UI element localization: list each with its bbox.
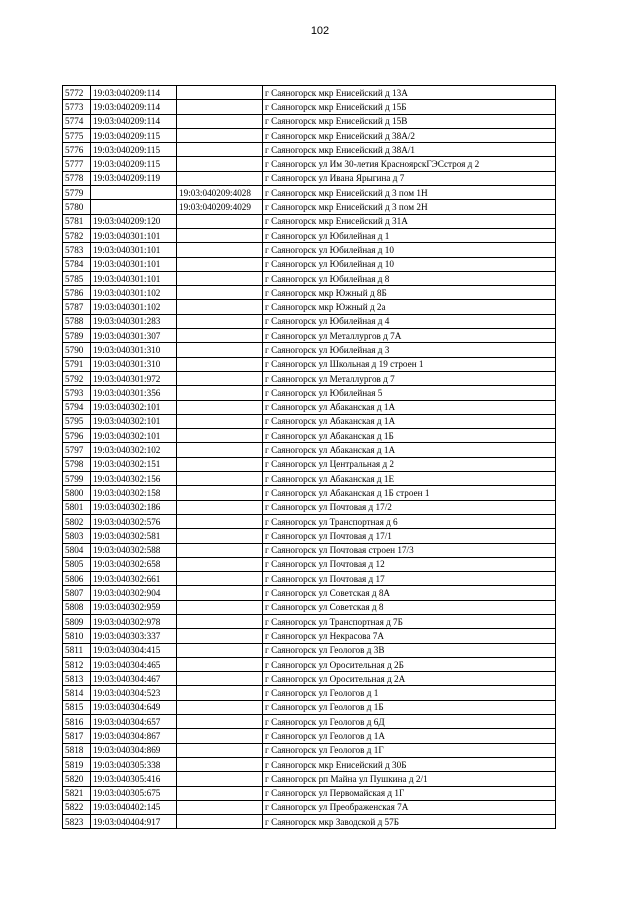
table-row — [63, 86, 556, 100]
building-cadastral-number-cell: 19:03:040209:4028 — [177, 186, 263, 200]
row-number-cell: 5810 — [63, 629, 91, 643]
table-row — [63, 729, 556, 743]
cadastral-number-cell: 19:03:040209:114 — [91, 100, 177, 114]
row-number-cell: 5799 — [63, 472, 91, 486]
row-number-cell: 5797 — [63, 443, 91, 457]
cadastral-number-cell: 19:03:040301:101 — [91, 257, 177, 271]
address-cell: г Саяногорск ул Юбилейная д 10 — [263, 243, 556, 257]
table-row — [63, 143, 556, 157]
table-row — [63, 243, 556, 257]
address-cell: г Саяногорск ул Первомайская д 1Г — [263, 786, 556, 800]
cadastral-number-cell: 19:03:040302:658 — [91, 557, 177, 571]
address-cell: г Саяногорск ул Почтовая строен 17/3 — [263, 543, 556, 557]
building-cadastral-number-cell — [177, 386, 263, 400]
table-row — [63, 614, 556, 628]
building-cadastral-number-cell — [177, 557, 263, 571]
table-row — [63, 800, 556, 814]
cadastral-number-cell: 19:03:040301:356 — [91, 386, 177, 400]
row-number-cell: 5781 — [63, 214, 91, 228]
building-cadastral-number-cell — [177, 286, 263, 300]
building-cadastral-number-cell — [177, 357, 263, 371]
row-number-cell: 5782 — [63, 228, 91, 242]
address-cell: г Саяногорск мкр Енисейский д 38А/1 — [263, 143, 556, 157]
cadastral-number-cell: 19:03:040304:467 — [91, 672, 177, 686]
address-cell: г Саяногорск ул Юбилейная д 8 — [263, 271, 556, 285]
row-number-cell: 5776 — [63, 143, 91, 157]
address-cell: г Саяногорск мкр Енисейский д 30Б — [263, 757, 556, 771]
address-cell: г Саяногорск ул Металлургов д 7 — [263, 371, 556, 385]
cadastral-number-cell: 19:03:040209:115 — [91, 128, 177, 142]
table-row — [63, 772, 556, 786]
building-cadastral-number-cell: 19:03:040209:4029 — [177, 200, 263, 214]
address-cell: г Саяногорск ул Абаканская д 1А — [263, 414, 556, 428]
table-body — [63, 86, 556, 829]
row-number-cell: 5804 — [63, 543, 91, 557]
building-cadastral-number-cell — [177, 143, 263, 157]
row-number-cell: 5788 — [63, 314, 91, 328]
building-cadastral-number-cell — [177, 757, 263, 771]
table-row — [63, 257, 556, 271]
table-row — [63, 457, 556, 471]
cadastral-number-cell: 19:03:040302:101 — [91, 414, 177, 428]
address-cell: г Саяногорск ул Абаканская д 1Б — [263, 429, 556, 443]
table-row — [63, 271, 556, 285]
cadastral-number-cell: 19:03:040301:972 — [91, 371, 177, 385]
cadastral-number-cell: 19:03:040209:114 — [91, 114, 177, 128]
building-cadastral-number-cell — [177, 715, 263, 729]
address-cell: г Саяногорск ул Абаканская д 1А — [263, 400, 556, 414]
table-row — [63, 757, 556, 771]
building-cadastral-number-cell — [177, 443, 263, 457]
cadastral-number-cell: 19:03:040305:675 — [91, 786, 177, 800]
cadastral-number-cell: 19:03:040301:102 — [91, 300, 177, 314]
table-row — [63, 600, 556, 614]
table-row — [63, 543, 556, 557]
cadastral-number-cell: 19:03:040209:115 — [91, 143, 177, 157]
building-cadastral-number-cell — [177, 371, 263, 385]
table-row — [63, 586, 556, 600]
table-row — [63, 557, 556, 571]
cadastral-number-cell: 19:03:040304:415 — [91, 643, 177, 657]
building-cadastral-number-cell — [177, 457, 263, 471]
address-cell: г Саяногорск ул Юбилейная д 4 — [263, 314, 556, 328]
building-cadastral-number-cell — [177, 314, 263, 328]
cadastral-number-cell: 19:03:040301:102 — [91, 286, 177, 300]
address-cell: г Саяногорск ул Оросительная д 2Б — [263, 657, 556, 671]
table-row — [63, 629, 556, 643]
table-row — [63, 186, 556, 200]
table-row — [63, 743, 556, 757]
cadastral-number-cell — [91, 200, 177, 214]
row-number-cell: 5821 — [63, 786, 91, 800]
table-row — [63, 500, 556, 514]
table-row — [63, 386, 556, 400]
cadastral-number-cell: 19:03:040301:101 — [91, 243, 177, 257]
table-row — [63, 572, 556, 586]
building-cadastral-number-cell — [177, 772, 263, 786]
row-number-cell: 5808 — [63, 600, 91, 614]
table-row — [63, 486, 556, 500]
table-row — [63, 214, 556, 228]
address-cell: г Саяногорск ул Почтовая д 17 — [263, 572, 556, 586]
address-cell: г Саяногорск ул Абаканская д 1А — [263, 443, 556, 457]
address-cell: г Саяногорск ул Центральная д 2 — [263, 457, 556, 471]
cadastral-number-cell: 19:03:040301:101 — [91, 228, 177, 242]
building-cadastral-number-cell — [177, 343, 263, 357]
address-cell: г Саяногорск ул Транспортная д 7Б — [263, 614, 556, 628]
row-number-cell: 5780 — [63, 200, 91, 214]
building-cadastral-number-cell — [177, 472, 263, 486]
address-cell: г Саяногорск рп Майна ул Пушкина д 2/1 — [263, 772, 556, 786]
cadastral-number-cell: 19:03:040404:917 — [91, 815, 177, 829]
row-number-cell: 5815 — [63, 700, 91, 714]
row-number-cell: 5779 — [63, 186, 91, 200]
building-cadastral-number-cell — [177, 86, 263, 100]
row-number-cell: 5820 — [63, 772, 91, 786]
table-row — [63, 700, 556, 714]
building-cadastral-number-cell — [177, 743, 263, 757]
cadastral-number-cell: 19:03:040305:416 — [91, 772, 177, 786]
address-cell: г Саяногорск ул Школьная д 19 строен 1 — [263, 357, 556, 371]
table-row — [63, 529, 556, 543]
building-cadastral-number-cell — [177, 100, 263, 114]
address-cell: г Саяногорск ул Геологов д 1 — [263, 686, 556, 700]
row-number-cell: 5809 — [63, 614, 91, 628]
cadastral-number-cell: 19:03:040209:120 — [91, 214, 177, 228]
row-number-cell: 5777 — [63, 157, 91, 171]
address-cell: г Саяногорск ул Металлургов д 7А — [263, 329, 556, 343]
cadastral-number-cell: 19:03:040209:114 — [91, 86, 177, 100]
address-cell: г Саяногорск ул Геологов д 1Б — [263, 700, 556, 714]
cadastral-number-cell: 19:03:040302:581 — [91, 529, 177, 543]
address-cell: г Саяногорск ул Абаканская д 1Б строен 1 — [263, 486, 556, 500]
row-number-cell: 5805 — [63, 557, 91, 571]
cadastral-number-cell: 19:03:040302:959 — [91, 600, 177, 614]
row-number-cell: 5786 — [63, 286, 91, 300]
table-row — [63, 786, 556, 800]
table-row — [63, 429, 556, 443]
row-number-cell: 5812 — [63, 657, 91, 671]
address-cell: г Саяногорск мкр Южный д 2а — [263, 300, 556, 314]
building-cadastral-number-cell — [177, 400, 263, 414]
table-row — [63, 114, 556, 128]
address-cell: г Саяногорск мкр Енисейский д 15Б — [263, 100, 556, 114]
table-row — [63, 200, 556, 214]
table-row — [63, 815, 556, 829]
address-cell: г Саяногорск ул Геологов д 6Д — [263, 715, 556, 729]
row-number-cell: 5794 — [63, 400, 91, 414]
building-cadastral-number-cell — [177, 600, 263, 614]
building-cadastral-number-cell — [177, 729, 263, 743]
address-cell: г Саяногорск ул Транспортная д 6 — [263, 514, 556, 528]
cadastral-number-cell: 19:03:040402:145 — [91, 800, 177, 814]
building-cadastral-number-cell — [177, 514, 263, 528]
building-cadastral-number-cell — [177, 114, 263, 128]
building-cadastral-number-cell — [177, 543, 263, 557]
address-cell: г Саяногорск мкр Енисейский д 13А — [263, 86, 556, 100]
page-number: 102 — [310, 25, 330, 37]
row-number-cell: 5795 — [63, 414, 91, 428]
row-number-cell: 5787 — [63, 300, 91, 314]
row-number-cell: 5775 — [63, 128, 91, 142]
row-number-cell: 5783 — [63, 243, 91, 257]
table-row — [63, 472, 556, 486]
address-cell: г Саяногорск ул Оросительная д 2А — [263, 672, 556, 686]
cadastral-number-cell: 19:03:040304:867 — [91, 729, 177, 743]
row-number-cell: 5784 — [63, 257, 91, 271]
row-number-cell: 5811 — [63, 643, 91, 657]
building-cadastral-number-cell — [177, 672, 263, 686]
table-row — [63, 100, 556, 114]
row-number-cell: 5791 — [63, 357, 91, 371]
address-cell: г Саяногорск ул Почтовая д 12 — [263, 557, 556, 571]
table-row — [63, 343, 556, 357]
table-row — [63, 157, 556, 171]
address-cell: г Саяногорск ул Советская д 8А — [263, 586, 556, 600]
cadastral-number-cell: 19:03:040302:158 — [91, 486, 177, 500]
building-cadastral-number-cell — [177, 800, 263, 814]
cadastral-number-cell: 19:03:040302:101 — [91, 400, 177, 414]
building-cadastral-number-cell — [177, 657, 263, 671]
table-row — [63, 514, 556, 528]
table-row — [63, 672, 556, 686]
cadastral-number-cell: 19:03:040304:523 — [91, 686, 177, 700]
cadastral-number-cell: 19:03:040302:151 — [91, 457, 177, 471]
table-row — [63, 715, 556, 729]
row-number-cell: 5813 — [63, 672, 91, 686]
address-cell: г Саяногорск ул Им 30-летия КрасноярскГЭСстроя д 2 — [263, 157, 556, 171]
address-cell: г Саяногорск ул Геологов д 3В — [263, 643, 556, 657]
row-number-cell: 5774 — [63, 114, 91, 128]
row-number-cell: 5819 — [63, 757, 91, 771]
table-row — [63, 357, 556, 371]
table-row — [63, 300, 556, 314]
address-cell: г Саяногорск ул Юбилейная 5 — [263, 386, 556, 400]
address-cell: г Саяногорск ул Абаканская д 1Е — [263, 472, 556, 486]
cadastral-number-cell: 19:03:040302:101 — [91, 429, 177, 443]
row-number-cell: 5792 — [63, 371, 91, 385]
building-cadastral-number-cell — [177, 157, 263, 171]
cadastral-number-cell: 19:03:040301:307 — [91, 329, 177, 343]
building-cadastral-number-cell — [177, 257, 263, 271]
cadastral-number-cell: 19:03:040302:102 — [91, 443, 177, 457]
address-cell: г Саяногорск ул Некрасова 7А — [263, 629, 556, 643]
cadastral-number-cell: 19:03:040305:338 — [91, 757, 177, 771]
table-row — [63, 657, 556, 671]
cadastral-number-cell: 19:03:040303:337 — [91, 629, 177, 643]
property-registry-table — [62, 85, 556, 829]
row-number-cell: 5798 — [63, 457, 91, 471]
row-number-cell: 5807 — [63, 586, 91, 600]
building-cadastral-number-cell — [177, 586, 263, 600]
cadastral-number-cell: 19:03:040302:588 — [91, 543, 177, 557]
address-cell: г Саяногорск ул Ивана Ярыгина д 7 — [263, 171, 556, 185]
row-number-cell: 5800 — [63, 486, 91, 500]
cadastral-number-cell: 19:03:040301:283 — [91, 314, 177, 328]
building-cadastral-number-cell — [177, 271, 263, 285]
row-number-cell: 5772 — [63, 86, 91, 100]
building-cadastral-number-cell — [177, 815, 263, 829]
building-cadastral-number-cell — [177, 329, 263, 343]
row-number-cell: 5790 — [63, 343, 91, 357]
cadastral-number-cell: 19:03:040302:904 — [91, 586, 177, 600]
row-number-cell: 5818 — [63, 743, 91, 757]
building-cadastral-number-cell — [177, 572, 263, 586]
cadastral-number-cell: 19:03:040302:661 — [91, 572, 177, 586]
building-cadastral-number-cell — [177, 686, 263, 700]
table-row — [63, 329, 556, 343]
building-cadastral-number-cell — [177, 614, 263, 628]
building-cadastral-number-cell — [177, 128, 263, 142]
row-number-cell: 5789 — [63, 329, 91, 343]
table-row — [63, 228, 556, 242]
table-row — [63, 443, 556, 457]
row-number-cell: 5793 — [63, 386, 91, 400]
cadastral-number-cell: 19:03:040302:156 — [91, 472, 177, 486]
row-number-cell: 5773 — [63, 100, 91, 114]
address-cell: г Саяногорск ул Почтовая д 17/2 — [263, 500, 556, 514]
building-cadastral-number-cell — [177, 786, 263, 800]
table-row — [63, 171, 556, 185]
table-row — [63, 286, 556, 300]
cadastral-number-cell: 19:03:040302:576 — [91, 514, 177, 528]
table-row — [63, 643, 556, 657]
building-cadastral-number-cell — [177, 414, 263, 428]
row-number-cell: 5802 — [63, 514, 91, 528]
address-cell: г Саяногорск ул Геологов д 1А — [263, 729, 556, 743]
address-cell: г Саяногорск мкр Енисейский д 3 пом 2Н — [263, 200, 556, 214]
address-cell: г Саяногорск мкр Енисейский д 31А — [263, 214, 556, 228]
row-number-cell: 5814 — [63, 686, 91, 700]
building-cadastral-number-cell — [177, 429, 263, 443]
cadastral-number-cell: 19:03:040301:101 — [91, 271, 177, 285]
address-cell: г Саяногорск мкр Южный д 8Б — [263, 286, 556, 300]
address-cell: г Саяногорск ул Юбилейная д 1 — [263, 228, 556, 242]
cadastral-number-cell: 19:03:040304:649 — [91, 700, 177, 714]
address-cell: г Саяногорск ул Юбилейная д 3 — [263, 343, 556, 357]
cadastral-number-cell: 19:03:040209:119 — [91, 171, 177, 185]
table-row — [63, 686, 556, 700]
address-cell: г Саяногорск ул Советская д 8 — [263, 600, 556, 614]
row-number-cell: 5817 — [63, 729, 91, 743]
row-number-cell: 5822 — [63, 800, 91, 814]
table-row — [63, 371, 556, 385]
table-row — [63, 128, 556, 142]
cadastral-number-cell: 19:03:040304:869 — [91, 743, 177, 757]
table-row — [63, 314, 556, 328]
address-cell: г Саяногорск мкр Енисейский д 3 пом 1Н — [263, 186, 556, 200]
building-cadastral-number-cell — [177, 529, 263, 543]
address-cell: г Саяногорск ул Юбилейная д 10 — [263, 257, 556, 271]
cadastral-number-cell: 19:03:040304:657 — [91, 715, 177, 729]
table-row — [63, 414, 556, 428]
address-cell: г Саяногорск ул Почтовая д 17/1 — [263, 529, 556, 543]
row-number-cell: 5778 — [63, 171, 91, 185]
building-cadastral-number-cell — [177, 643, 263, 657]
building-cadastral-number-cell — [177, 214, 263, 228]
address-cell: г Саяногорск мкр Заводской д 57Б — [263, 815, 556, 829]
building-cadastral-number-cell — [177, 243, 263, 257]
building-cadastral-number-cell — [177, 629, 263, 643]
address-cell: г Саяногорск мкр Енисейский д 15В — [263, 114, 556, 128]
row-number-cell: 5816 — [63, 715, 91, 729]
row-number-cell: 5823 — [63, 815, 91, 829]
cadastral-number-cell: 19:03:040209:115 — [91, 157, 177, 171]
building-cadastral-number-cell — [177, 700, 263, 714]
cadastral-number-cell: 19:03:040302:978 — [91, 614, 177, 628]
cadastral-number-cell: 19:03:040301:310 — [91, 357, 177, 371]
address-cell: г Саяногорск ул Преображенская 7А — [263, 800, 556, 814]
building-cadastral-number-cell — [177, 171, 263, 185]
row-number-cell: 5803 — [63, 529, 91, 543]
address-cell: г Саяногорск мкр Енисейский д 38А/2 — [263, 128, 556, 142]
building-cadastral-number-cell — [177, 228, 263, 242]
cadastral-number-cell: 19:03:040302:186 — [91, 500, 177, 514]
building-cadastral-number-cell — [177, 500, 263, 514]
row-number-cell: 5785 — [63, 271, 91, 285]
row-number-cell: 5801 — [63, 500, 91, 514]
cadastral-number-cell — [91, 186, 177, 200]
row-number-cell: 5806 — [63, 572, 91, 586]
cadastral-number-cell: 19:03:040301:310 — [91, 343, 177, 357]
address-cell: г Саяногорск ул Геологов д 1Г — [263, 743, 556, 757]
building-cadastral-number-cell — [177, 300, 263, 314]
row-number-cell: 5796 — [63, 429, 91, 443]
table-row — [63, 400, 556, 414]
building-cadastral-number-cell — [177, 486, 263, 500]
cadastral-number-cell: 19:03:040304:465 — [91, 657, 177, 671]
